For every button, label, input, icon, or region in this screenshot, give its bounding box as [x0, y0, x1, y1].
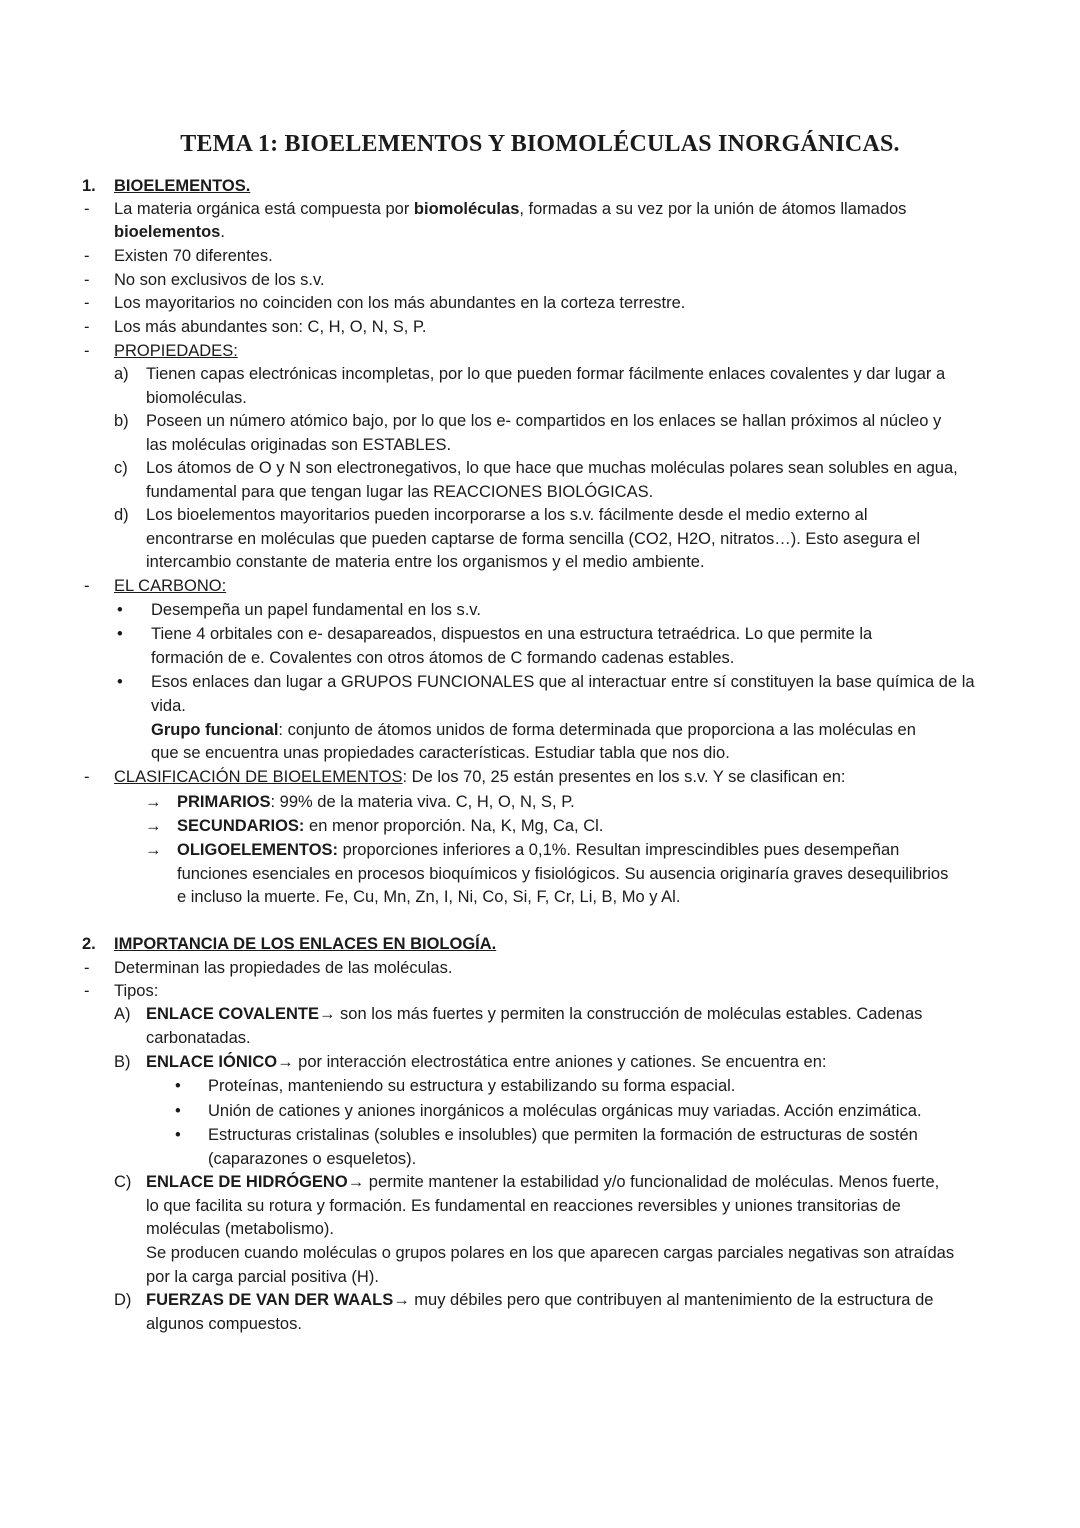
arrow-continuation [0, 885, 1080, 909]
text-run: funciones esenciales en procesos bioquímicos y fisiológicos. Su ausencia originaría graves desequilibrios [177, 865, 949, 883]
property-continuation [0, 433, 1080, 457]
property-text: Los bioelementos mayoritarios pueden incorporarse a los s.v. fácilmente desde el medio externo al [146, 506, 868, 524]
list-marker: C) [114, 1173, 132, 1191]
bullet-icon: • [175, 1126, 181, 1144]
property-text: Los átomos de O y N son electronegativos, lo que hace que muchas moléculas polares sean solubles en agua, [146, 459, 958, 477]
bond-type-continuation [0, 1265, 1080, 1289]
bullet-text: Unión de cationes y aniones inorgánicos a moléculas orgánicas muy variadas. Acción enzimática. [208, 1102, 922, 1120]
property-text: fundamental para que tengan lugar las REACCIONES BIOLÓGICAS. [146, 483, 654, 501]
text-run: por interacción electrostática entre aniones y cationes. Se encuentra en: [293, 1053, 827, 1071]
property-text: Tienen capas electrónicas incompletas, por lo que pueden formar fácilmente enlaces covalentes y dar lugar a [146, 365, 946, 383]
definition [0, 718, 1080, 742]
bullet-text: Tiene 4 orbitales con e- desapareados, dispuestos en una estructura tetraédrica. Lo que permite la [151, 625, 873, 643]
list-item-text: Tipos: [114, 982, 159, 1000]
bond-type-continuation [0, 1217, 1080, 1241]
bullet-text: formación de e. Covalentes con otros átomos de C formando cadenas estables. [151, 649, 735, 667]
dash-marker: - [84, 959, 90, 977]
subsection-heading [0, 339, 1080, 363]
text-run: : 99% de la materia viva. C, H, O, N, S, P. [270, 793, 575, 811]
bullet-item [0, 598, 1080, 622]
text-run: , formadas a su vez por la unión de átomos llamados [519, 200, 907, 218]
text-run: e incluso la muerte. Fe, Cu, Mn, Zn, I, Ni, Co, Si, F, Cr, Li, B, Mo y Al. [177, 888, 681, 906]
bullet-item [0, 1099, 1080, 1123]
bullet-item [0, 1123, 1080, 1147]
bond-type-continuation [0, 1026, 1080, 1050]
bond-type-continuation [0, 1241, 1080, 1265]
property-continuation [0, 527, 1080, 551]
bullet-text: Esos enlaces dan lugar a GRUPOS FUNCIONALES que al interactuar entre sí constituyen la base química de la [151, 673, 975, 691]
text-run: en menor proporción. Na, K, Mg, Ca, Cl. [304, 817, 604, 835]
arrow-item [0, 790, 1080, 814]
page-title: TEMA 1: BIOELEMENTOS Y BIOMOLÉCULAS INORGÁNICAS. [180, 131, 900, 157]
list-item [0, 268, 1080, 292]
list-marker: c) [114, 459, 128, 477]
text-run: : conjunto de átomos unidos de forma determinada que proporciona a las moléculas en [278, 721, 916, 739]
bond-type-continuation [0, 1194, 1080, 1218]
list-marker: b) [114, 412, 129, 430]
bold-term: OLIGOELEMENTOS: [177, 841, 339, 859]
dash-marker: - [84, 247, 90, 265]
dash-marker: - [84, 200, 90, 218]
list-item-text: Los más abundantes son: C, H, O, N, S, P. [114, 318, 427, 336]
bold-term: SECUNDARIOS: [177, 817, 305, 835]
subsection-title: CLASIFICACIÓN DE BIOELEMENTOS [114, 768, 403, 786]
list-item-text: Los mayoritarios no coinciden con los más abundantes en la corteza terrestre. [114, 294, 686, 312]
list-item [0, 956, 1080, 980]
text-run: . [220, 223, 225, 241]
bullet-icon: • [117, 601, 123, 619]
bold-term: Grupo funcional [151, 721, 279, 739]
text-run: proporciones inferiores a 0,1%. Resultan imprescindibles pues desempeñan [338, 841, 900, 859]
property-item [0, 456, 1080, 480]
definition-continuation [0, 741, 1080, 765]
arrow-icon: → [145, 793, 162, 811]
list-item [0, 291, 1080, 315]
bullet-text: Estructuras cristalinas (solubles e insolubles) que permiten la formación de estructuras de sostén [208, 1126, 918, 1144]
bullet-item [0, 622, 1080, 646]
property-item [0, 503, 1080, 527]
section-title: IMPORTANCIA DE LOS ENLACES EN BIOLOGÍA. [114, 935, 497, 953]
dash-marker: - [84, 342, 90, 360]
text-run: La materia orgánica está compuesta por [114, 200, 414, 218]
bold-term: bioelementos [114, 223, 221, 241]
list-marker: D) [114, 1291, 132, 1309]
subsection-heading [0, 574, 1080, 598]
bullet-text: Proteínas, manteniendo su estructura y estabilizando su forma espacial. [208, 1077, 736, 1095]
section-number: 2. [82, 935, 96, 953]
text-run: lo que facilita su rotura y formación. Es fundamental en reacciones reversibles y uniones transitorias de [146, 1197, 901, 1215]
arrow-icon: → [277, 1053, 294, 1071]
text-run: son los más fuertes y permiten la construcción de moléculas estables. Cadenas [335, 1005, 923, 1023]
arrow-continuation [0, 862, 1080, 886]
property-continuation [0, 550, 1080, 574]
bullet-continuation [0, 1147, 1080, 1171]
list-marker: B) [114, 1053, 131, 1071]
section-number: 1. [82, 177, 96, 195]
dash-marker: - [84, 294, 90, 312]
list-item-text: Determinan las propiedades de las moléculas. [114, 959, 453, 977]
list-item [0, 979, 1080, 1003]
bullet-text: vida. [151, 697, 186, 715]
dash-marker: - [84, 768, 90, 786]
property-text: biomoléculas. [146, 389, 247, 407]
text-run: algunos compuestos. [146, 1315, 302, 1333]
subsection-title: EL CARBONO: [114, 577, 227, 595]
bullet-icon: • [117, 673, 123, 691]
list-marker: a) [114, 365, 129, 383]
dash-marker: - [84, 318, 90, 336]
text-run: por la carga parcial positiva (H). [146, 1268, 379, 1286]
bold-term: PRIMARIOS [177, 793, 271, 811]
arrow-icon: → [347, 1173, 365, 1191]
subsection-title: PROPIEDADES: [114, 342, 238, 360]
section-title: BIOELEMENTOS. [114, 177, 251, 195]
bullet-continuation [0, 646, 1080, 670]
section-heading [0, 174, 1080, 198]
bond-type-continuation [0, 1312, 1080, 1336]
bullet-text: (caparazones o esqueletos). [208, 1150, 417, 1168]
bold-term: ENLACE COVALENTE [146, 1005, 319, 1023]
bold-term: biomoléculas [413, 200, 520, 218]
bullet-item [0, 670, 1080, 694]
arrow-icon: → [318, 1005, 336, 1023]
text-run: permite mantener la estabilidad y/o funcionalidad de moléculas. Menos fuerte, [364, 1173, 940, 1191]
text-run: que se encuentra unas propiedades características. Estudiar tabla que nos dio. [151, 744, 730, 762]
property-continuation [0, 386, 1080, 410]
dash-marker: - [84, 271, 90, 289]
bold-term: ENLACE DE HIDRÓGENO [146, 1173, 348, 1191]
list-item-text: No son exclusivos de los s.v. [114, 271, 325, 289]
bullet-text: Desempeña un papel fundamental en los s.v. [151, 601, 481, 619]
text-run: moléculas (metabolismo). [146, 1220, 334, 1238]
dash-marker: - [84, 982, 90, 1000]
text-run: : De los 70, 25 están presentes en los s.v. Y se clasifican en: [402, 768, 846, 786]
bullet-item [0, 1074, 1080, 1098]
text-run: carbonatadas. [146, 1029, 251, 1047]
list-item [0, 315, 1080, 339]
text-run: muy débiles pero que contribuyen al mantenimiento de la estructura de [409, 1291, 934, 1309]
list-item-continuation [0, 220, 1080, 244]
property-text: las moléculas originadas son ESTABLES. [146, 436, 452, 454]
text-run: Se producen cuando moléculas o grupos polares en los que aparecen cargas parciales negativas son atraídas [146, 1244, 955, 1262]
bullet-icon: • [117, 625, 123, 643]
property-continuation [0, 480, 1080, 504]
list-marker: A) [114, 1005, 131, 1023]
arrow-icon: → [393, 1291, 410, 1309]
bond-type-item [0, 1288, 1080, 1312]
bullet-continuation [0, 694, 1080, 718]
bold-term: FUERZAS DE VAN DER WAALS [146, 1291, 394, 1309]
bond-type-item [0, 1050, 1080, 1074]
bullet-icon: • [175, 1077, 181, 1095]
property-text: intercambio constante de materia entre los organismos y el medio ambiente. [146, 553, 705, 571]
property-text: Poseen un número atómico bajo, por lo que los e- compartidos en los enlaces se hallan próximos al núcleo y [146, 412, 942, 430]
list-item [0, 244, 1080, 268]
bullet-icon: • [175, 1102, 181, 1120]
list-marker: d) [114, 506, 129, 524]
property-item [0, 362, 1080, 386]
property-text: encontrarse en moléculas que pueden captarse de forma sencilla (CO2, H2O, nitratos…). Esto asegura el [146, 530, 921, 548]
property-item [0, 409, 1080, 433]
arrow-item [0, 814, 1080, 838]
bold-term: ENLACE IÓNICO [146, 1053, 278, 1071]
arrow-item [0, 838, 1080, 862]
list-item [0, 197, 1080, 221]
dash-marker: - [84, 577, 90, 595]
section-heading [0, 932, 1080, 956]
list-item-text: Existen 70 diferentes. [114, 247, 273, 265]
subsection-heading [0, 765, 1080, 789]
arrow-icon: → [145, 841, 162, 859]
bond-type-item [0, 1170, 1080, 1194]
bond-type-item [0, 1002, 1080, 1026]
arrow-icon: → [145, 817, 162, 835]
